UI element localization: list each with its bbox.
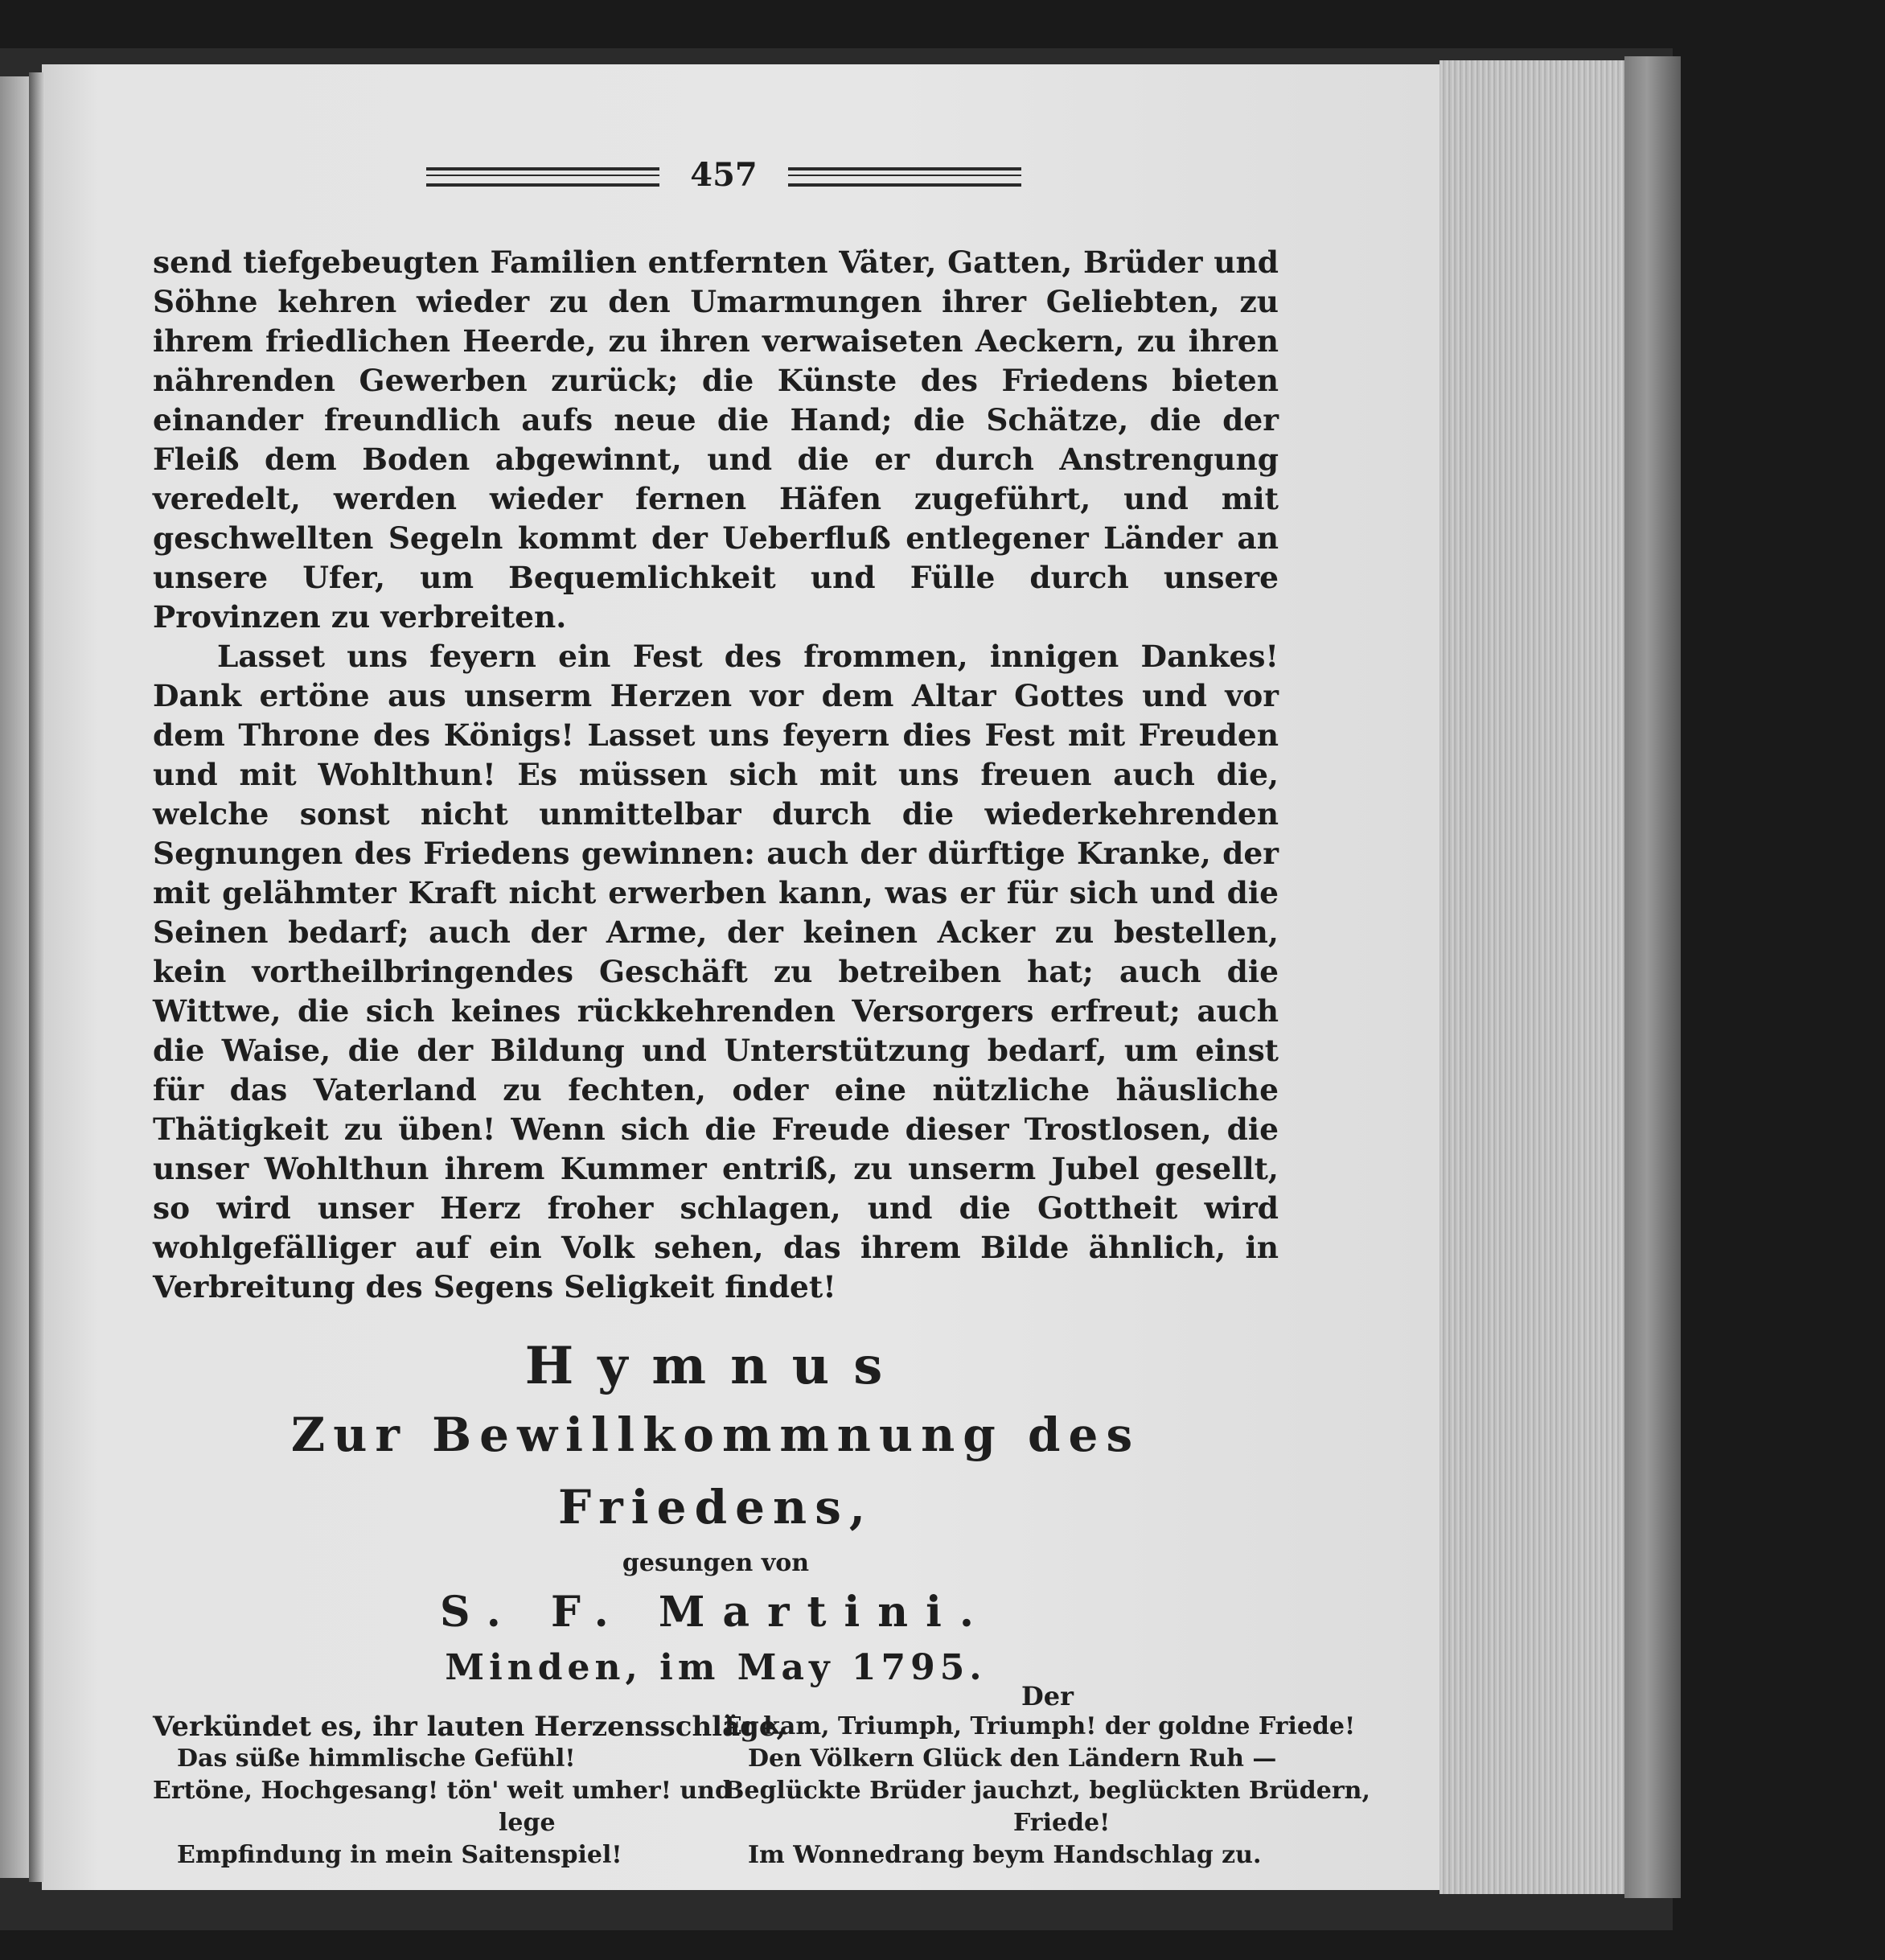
page-number: 457: [690, 156, 758, 194]
verse-column-right: [724, 1711, 1370, 1872]
left-page-edge: [0, 76, 32, 1878]
verse-line: Er kam, Triumph, Triumph! der goldne Friede!: [724, 1712, 1356, 1740]
verse-line: lege: [499, 1809, 556, 1837]
header-rule-right: [788, 167, 1021, 187]
hymn-author: S. F. Martini.: [440, 1588, 992, 1637]
verse-line: Verkündet es, ihr lauten Herzensschläge,: [153, 1711, 786, 1743]
page-fore-edge: [1439, 60, 1632, 1894]
hymn-by-line: gesungen von: [622, 1549, 810, 1577]
catchword: Der: [1021, 1681, 1074, 1711]
verse-line: Den Völkern Glück den Ländern Ruh —: [748, 1744, 1277, 1773]
paragraph-2: Lasset uns feyern ein Fest des frommen, innigen Dankes! Dank ertöne aus unserm Herzen vor dem Altar Gottes und vor dem Throne des Königs! Lasset uns feyern dies Fest mit Freuden und mit Wohlthun! Es müssen sich mit uns freuen auch die, welche sonst nicht unmittelbar durch die wiederkehrenden Segnungen des Friedens gewinnen: auch der dürftige Kranke, der mit gelähmter Kraft nicht erwerben kann, was er für sich und die Seinen bedarf; auch der Arme, der keinen Acker zu bestellen, kein vortheilbringendes Geschäft zu betreiben hat; auch die Wittwe, die sich keines rückkehrenden Versorgers erfreut; auch die Waise, die der Bildung und Unterstützung bedarf, um einst für das Vaterland zu fechten, oder eine nützliche häusliche Thätigkeit zu üben! Wenn sich die Freude dieser Trostlosen, die unser Wohlthun ihrem Kummer entriß, zu unserm Jubel gesellt, so wird unser Herz froher schlagen, und die Gottheit wird wohlgefälliger auf ein Volk sehen, das ihrem Bilde ähnlich, in Verbreitung des Segens Seligkeit findet!: [153, 639, 1279, 1305]
paragraph-1: send tiefgebeugten Familien entfernten Väter, Gatten, Brüder und Söhne kehren wieder zu den Umarmungen ihrer Geliebten, zu ihrem friedlichen Heerde, zu ihren verwaiseten Aeckern, zu ihren nährenden Gewerben zurück; die Künste des Friedens bieten einander freundlich aufs neue die Hand; die Schätze, die der Fleiß dem Boden abgewinnt, und die er durch Anstrengung veredelt, werden wieder fernen Häfen zugeführt, und mit geschwellten Segeln kommt der Ueberfluß entlegener Länder an unsere Ufer, um Bequemlichkeit und Fülle durch unsere Provinzen zu verbreiten.: [153, 244, 1279, 635]
verse-block: [153, 1711, 1370, 1960]
verse-line: Ertöne, Hochgesang! tön' weit umher! und: [153, 1777, 732, 1805]
verse-line: Friede!: [1013, 1809, 1111, 1837]
page-content: [153, 153, 1370, 1960]
header-rule-left: [426, 167, 659, 187]
verse-line: Im Wonnedrang beym Handschlag zu.: [748, 1841, 1262, 1869]
running-head: [426, 153, 1021, 201]
book-gutter: [29, 72, 45, 1882]
cover-edge: [1624, 56, 1681, 1898]
verse-line: Das süße himmlische Gefühl!: [177, 1744, 576, 1773]
hymn-title: Hymnus: [524, 1336, 907, 1396]
body-text: [153, 243, 1279, 1307]
verse-line: Beglückte Brüder jauchzt, beglückten Brüdern,: [724, 1777, 1370, 1805]
verse-column-left: [153, 1711, 786, 1872]
hymn-subtitle: Zur Bewillkommnung des Friedens,: [290, 1407, 1141, 1535]
verse-line: Empfindung in mein Saitenspiel!: [177, 1841, 622, 1869]
hymn-place-date: Minden, im May 1795.: [445, 1647, 987, 1688]
